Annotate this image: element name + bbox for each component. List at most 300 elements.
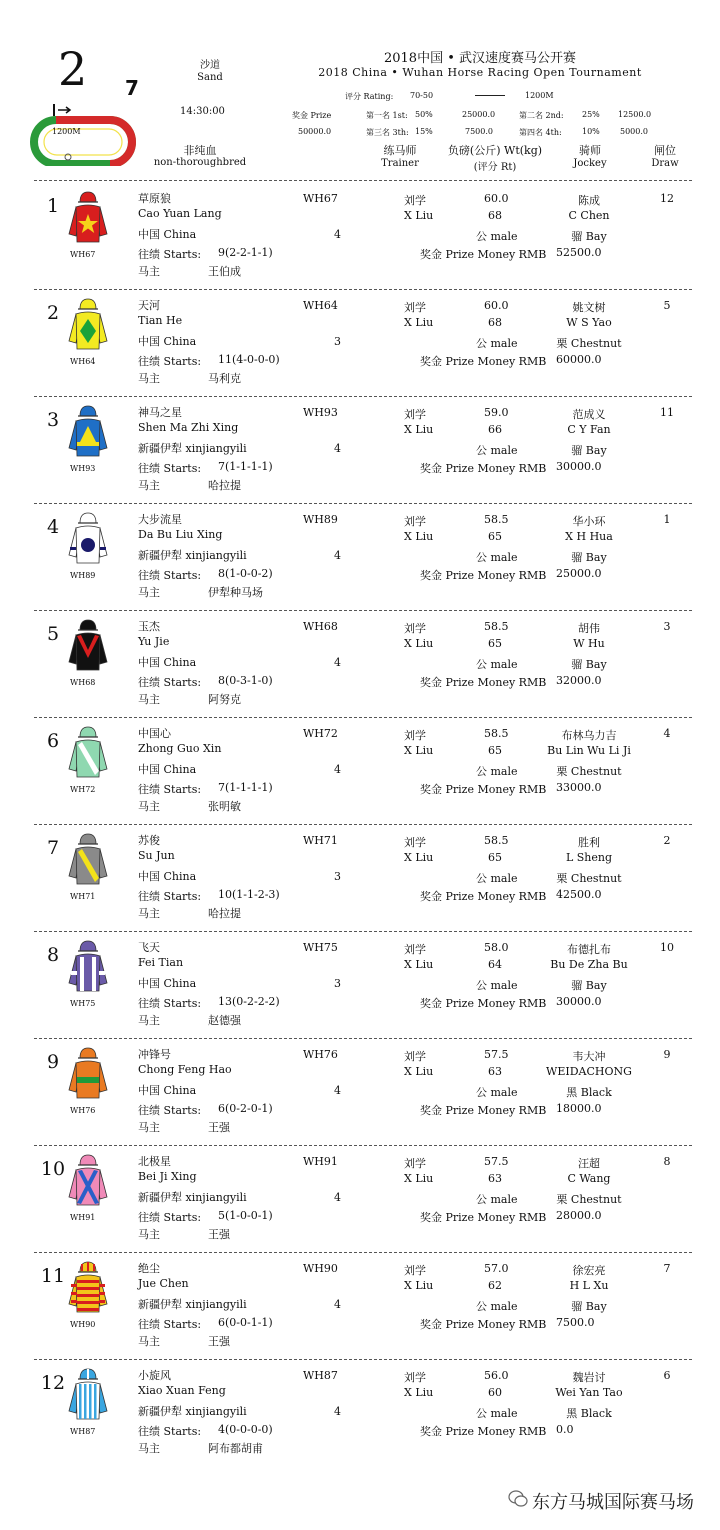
silk-sleeve-band [71,971,77,975]
surface-en: Sand [197,72,223,83]
horse-starts: 4(0-0-0-0) [218,1423,273,1436]
fourth-label: 第四名 4th: [519,128,562,137]
horse-origin: 新疆伊犁 xinjiangyili [138,1191,247,1204]
starts-label: 往绩 Starts: [138,1425,202,1438]
header-weight-cn: 负磅(公斤) Wt(kg) [447,144,543,157]
entry-row [0,1145,720,1252]
horse-owner: 王强 [208,1121,230,1134]
second-amount: 12500.0 [618,110,652,119]
starts-label: 往绩 Starts: [138,569,202,582]
horse-starts: 7(1-1-1-1) [218,460,273,473]
horse-color: 骝 Bay [571,551,607,564]
owner-label: 马主 [138,1335,160,1348]
entry-divider [34,824,692,825]
track-distance: 1200M [52,127,81,136]
jockey-en: Bu De Zha Bu [550,958,628,971]
trainer-cn: 刘学 [404,729,426,742]
entry-divider [34,1038,692,1039]
weight: 58.5 [484,620,509,633]
jockey-cn: 范成义 [572,408,606,421]
horse-color: 栗 Chestnut [556,872,622,885]
silk-hoop [77,1301,99,1304]
sex: 公 male [476,1086,518,1099]
header-draw-en: Draw [651,158,679,169]
silk-sleeve-hoop [71,1292,77,1295]
trainer-en: X Liu [404,209,434,222]
trainer-cn: 刘学 [404,1264,426,1277]
sex: 公 male [476,658,518,671]
jockey-cn: 布林乌力吉 [561,729,617,742]
entry-number: 4 [46,516,60,538]
silk-code: WH76 [70,1106,96,1115]
draw: 1 [663,513,671,526]
jockey-cn: 胡伟 [578,622,600,635]
silk-cap [80,941,96,951]
horse-starts: 8(1-0-0-2) [218,567,273,580]
prize-amount: 52500.0 [556,246,602,259]
horse-color: 黑 Black [566,1407,612,1420]
horse-age: 4 [334,763,341,776]
horse-color: 黑 Black [566,1086,612,1099]
draw: 8 [663,1155,671,1168]
horse-age: 4 [334,656,341,669]
weight: 59.0 [484,406,509,419]
horse-name-cn: 草原狼 [138,192,171,205]
entry-divider [34,1359,692,1360]
title-en: 2018 China • Wuhan Horse Racing Open Tournament [318,66,642,79]
horse-origin: 中国 China [138,656,197,669]
prize-amount: 30000.0 [556,460,602,473]
horse-owner: 阿努克 [208,693,241,706]
horse-name-cn: 天河 [138,299,160,312]
trainer-en: X Liu [404,316,434,329]
jockey-en: X H Hua [565,530,613,543]
horse-color: 骝 Bay [571,444,607,457]
prize-label: 奖金 Prize Money RMB [420,1104,547,1117]
horse-age: 4 [334,1084,341,1097]
title-cn: 2018中国 • 武汉速度赛马公开赛 [383,51,577,66]
silk-cap [80,727,96,737]
jockey-silk-icon [66,1046,110,1102]
prize-label: 奖金 Prize Money RMB [420,997,547,1010]
horse-code: WH89 [303,513,338,526]
horse-code: WH91 [303,1155,338,1168]
prize-label: 奖金 Prize Money RMB [420,248,547,261]
jockey-silk-icon [66,1153,110,1209]
starts-label: 往绩 Starts: [138,783,202,796]
jockey-cn: 布德扎布 [567,943,611,956]
jockey-silk-icon [66,832,110,888]
starts-label: 往绩 Starts: [138,462,202,475]
silk-sleeve-band [100,547,106,550]
draw: 3 [663,620,671,633]
jockey-silk-icon [66,297,110,353]
horse-age: 4 [334,1191,341,1204]
horse-starts: 8(0-3-1-0) [218,674,273,687]
owner-label: 马主 [138,907,160,920]
jockey-en: C Wang [567,1172,611,1185]
prize-label: 奖金 Prize [292,111,332,120]
horse-code: WH93 [303,406,338,419]
entry-row [0,931,720,1038]
trainer-en: X Liu [404,1386,434,1399]
rating: 65 [488,744,502,757]
entry-number: 6 [46,730,60,752]
horse-owner: 王伯成 [208,265,241,278]
silk-cap [80,513,96,523]
sex: 公 male [476,1193,518,1206]
entry-divider [34,931,692,932]
horse-name-cn: 神马之星 [138,406,182,419]
draw: 4 [663,727,671,740]
horse-starts: 9(2-2-1-1) [218,246,273,259]
sex: 公 male [476,551,518,564]
horse-name-cn: 苏俊 [138,834,160,847]
sex: 公 male [476,444,518,457]
draw: 11 [660,406,674,419]
draw: 10 [660,941,674,954]
silk-cap [80,299,96,309]
horse-age: 3 [334,977,341,990]
jockey-cn: 汪超 [578,1157,600,1170]
header-rule [34,180,692,181]
entry-number: 8 [46,944,60,966]
jockey-silk-icon [66,404,110,460]
silk-hoop [77,1308,99,1311]
starts-label: 往绩 Starts: [138,890,202,903]
horse-name-en: Da Bu Liu Xing [138,528,223,541]
silk-sleeve-hoop [99,1300,105,1303]
horse-origin: 中国 China [138,1084,197,1097]
prize-amount: 33000.0 [556,781,602,794]
rating: 62 [488,1279,502,1292]
entry-number: 7 [46,837,60,859]
entry-divider [34,1145,692,1146]
draw: 5 [663,299,671,312]
first-pct: 50% [415,110,433,119]
horse-name-en: Bei Ji Xing [138,1170,197,1183]
weight: 57.5 [484,1155,509,1168]
starts-label: 往绩 Starts: [138,1318,202,1331]
horse-color: 栗 Chestnut [556,765,622,778]
prize-amount: 7500.0 [556,1316,595,1329]
race-number: 2 [58,42,88,96]
horse-origin: 中国 China [138,763,197,776]
jockey-silk-icon [66,725,110,781]
sex: 公 male [476,765,518,778]
silk-hoop [77,1280,99,1283]
silk-hoop [77,1287,99,1290]
silk-bar [92,957,96,991]
header-trainer-cn: 练马师 [383,144,417,157]
draw: 9 [663,1048,671,1061]
entry-row [0,717,720,824]
jockey-cn: 胜利 [578,836,600,849]
starts-label: 往绩 Starts: [138,248,202,261]
horse-name-en: Yu Jie [138,635,170,648]
prize-amount: 25000.0 [556,567,602,580]
silk-sleeve-hoop [71,1300,77,1303]
horse-code: WH67 [303,192,338,205]
header-draw-cn: 闸位 [654,144,676,157]
rating: 65 [488,530,502,543]
horse-name-en: Jue Chen [138,1277,189,1290]
rating: 65 [488,851,502,864]
starts-label: 往绩 Starts: [138,1211,202,1224]
weight: 58.5 [484,513,509,526]
rating: 66 [488,423,502,436]
owner-label: 马主 [138,479,160,492]
owner-label: 马主 [138,1121,160,1134]
weight: 60.0 [484,299,509,312]
trainer-cn: 刘学 [404,408,426,421]
horse-code: WH75 [303,941,338,954]
horse-code: WH90 [303,1262,338,1275]
owner-label: 马主 [138,800,160,813]
silk-cap [80,834,96,844]
horse-starts: 7(1-1-1-1) [218,781,273,794]
trainer-cn: 刘学 [404,1371,426,1384]
horse-owner: 伊犁种马场 [208,586,263,599]
entry-divider [34,717,692,718]
header-trainer-en: Trainer [381,158,419,169]
header-jockey-en: Jockey [573,158,607,169]
track-outline [34,120,132,164]
rating: 60 [488,1386,502,1399]
wechat-icon [508,1490,528,1508]
horse-name-cn: 飞天 [138,941,160,954]
jockey-en: Bu Lin Wu Li Ji [547,744,631,757]
starts-label: 往绩 Starts: [138,997,202,1010]
horse-owner: 王强 [208,1228,230,1241]
sex: 公 male [476,337,518,350]
rating-label: 评分 Rating: [345,92,394,101]
prize-label: 奖金 Prize Money RMB [420,890,547,903]
horse-age: 3 [334,335,341,348]
entry-row [0,289,720,396]
starts-label: 往绩 Starts: [138,1104,202,1117]
silk-code: WH91 [70,1213,96,1222]
silk-cap [80,1155,96,1165]
entry-number: 9 [46,1051,60,1073]
silk-code: WH68 [70,678,96,687]
sex: 公 male [476,1407,518,1420]
entry-row [0,503,720,610]
jockey-cn: 韦大冲 [572,1050,606,1063]
silk-code: WH90 [70,1320,96,1329]
silk-cap [80,1048,96,1058]
horse-name-en: Zhong Guo Xin [138,742,222,755]
horse-origin: 新疆伊犁 xinjiangyili [138,1298,247,1311]
jockey-silk-icon [66,511,110,567]
jockey-cn: 陈成 [578,194,600,207]
third-amount: 7500.0 [465,127,493,136]
second-pct: 25% [582,110,600,119]
entry-number: 11 [40,1265,66,1287]
horse-name-cn: 绝尘 [138,1262,160,1275]
prize-total: 50000.0 [298,127,332,136]
horse-name-cn: 大步流星 [138,513,182,526]
trainer-cn: 刘学 [404,943,426,956]
prize-label: 奖金 Prize Money RMB [420,355,547,368]
second-label: 第二名 2nd: [519,111,564,120]
horse-starts: 13(0-2-2-2) [218,995,280,1008]
weight: 56.0 [484,1369,509,1382]
horse-name-en: Chong Feng Hao [138,1063,232,1076]
horse-origin: 中国 China [138,335,197,348]
silk-bar [80,957,84,991]
horse-color: 骝 Bay [571,979,607,992]
horse-name-en: Cao Yuan Lang [138,207,222,220]
horse-name-en: Shen Ma Zhi Xing [138,421,239,434]
rating: 63 [488,1172,502,1185]
silk-code: WH75 [70,999,96,1008]
owner-label: 马主 [138,693,160,706]
silk-code: WH71 [70,892,96,901]
trainer-cn: 刘学 [404,515,426,528]
silk-code: WH89 [70,571,96,580]
horse-color: 骝 Bay [571,658,607,671]
draw: 12 [660,192,674,205]
horse-age: 4 [334,442,341,455]
prize-label: 奖金 Prize Money RMB [420,676,547,689]
jockey-silk-icon [66,1367,110,1423]
horse-origin: 新疆伊犁 xinjiangyili [138,1405,247,1418]
entry-divider [34,503,692,504]
prize-amount: 18000.0 [556,1102,602,1115]
horse-name-en: Xiao Xuan Feng [138,1384,226,1397]
entry-row [0,1038,720,1145]
trainer-en: X Liu [404,1172,434,1185]
jockey-en: C Y Fan [567,423,611,436]
draw: 7 [663,1262,671,1275]
entry-divider [34,289,692,290]
prize-label: 奖金 Prize Money RMB [420,462,547,475]
rating: 63 [488,1065,502,1078]
horse-starts: 5(1-0-0-1) [218,1209,273,1222]
trainer-en: X Liu [404,637,434,650]
draw: 2 [663,834,671,847]
sex: 公 male [476,979,518,992]
silk-cap [80,406,96,416]
entry-row [0,824,720,931]
silk-cap [80,192,96,202]
entry-number: 10 [40,1158,66,1180]
silk-hoop [77,1294,99,1297]
prize-amount: 60000.0 [556,353,602,366]
entry-row [0,396,720,503]
horse-age: 4 [334,1405,341,1418]
silk-code: WH72 [70,785,96,794]
weight: 60.0 [484,192,509,205]
jockey-en: Wei Yan Tao [555,1386,623,1399]
prize-amount: 30000.0 [556,995,602,1008]
jockey-cn: 姚文树 [572,301,606,314]
horse-color: 栗 Chestnut [556,1193,622,1206]
horse-starts: 6(0-2-0-1) [218,1102,273,1115]
jockey-en: L Sheng [565,851,613,864]
entry-number: 5 [46,623,60,645]
horse-code: WH71 [303,834,338,847]
silk-band [77,1077,99,1083]
entry-row [0,1359,720,1466]
horse-owner: 王强 [208,1335,230,1348]
horse-name-en: Su Jun [138,849,175,862]
horse-name-en: Tian He [138,314,183,327]
horse-starts: 6(0-0-1-1) [218,1316,273,1329]
trainer-cn: 刘学 [404,1157,426,1170]
silk-stripe [84,1384,87,1419]
horse-code: WH87 [303,1369,338,1382]
entry-divider [34,610,692,611]
rating: 65 [488,637,502,650]
sex: 公 male [476,872,518,885]
horse-name-cn: 北极星 [138,1155,171,1168]
weight: 58.0 [484,941,509,954]
prize-label: 奖金 Prize Money RMB [420,783,547,796]
entry-number: 2 [46,302,60,324]
entry-number: 3 [46,409,60,431]
silk-band [77,442,99,446]
entry-divider [34,1252,692,1253]
horse-origin: 新疆伊犁 xinjiangyili [138,549,247,562]
horse-color: 骝 Bay [571,230,607,243]
horse-owner: 哈拉提 [208,479,241,492]
owner-label: 马主 [138,265,160,278]
jockey-cn: 华小环 [572,515,606,528]
trainer-en: X Liu [404,1065,434,1078]
jockey-en: WEIDACHONG [546,1065,632,1078]
race-distance: 1200M [525,91,554,100]
silk-stripe [79,1384,82,1419]
race-time: 14:30:00 [180,106,225,117]
prize-label: 奖金 Prize Money RMB [420,1318,547,1331]
weight: 57.0 [484,1262,509,1275]
horse-name-cn: 小旋风 [138,1369,171,1382]
silk-sleeve-band [99,971,105,975]
first-amount: 25000.0 [462,110,496,119]
jockey-silk-icon [66,190,110,246]
owner-label: 马主 [138,372,160,385]
trainer-en: X Liu [404,851,434,864]
third-pct: 15% [415,127,433,136]
horse-code: WH76 [303,1048,338,1061]
entry-row [0,1252,720,1359]
first-label: 第一名 1st: [366,111,408,120]
breed-en: non-thoroughbred [153,157,247,168]
horse-age: 3 [334,870,341,883]
jockey-cn: 徐宏亮 [572,1264,606,1277]
entry-number: 12 [40,1372,66,1394]
race-sub-number: 7 [125,76,139,100]
trainer-en: X Liu [404,744,434,757]
trainer-en: X Liu [404,958,434,971]
header-weight-en: (评分 Rt) [473,162,517,173]
draw: 6 [663,1369,671,1382]
horse-owner: 张明敏 [208,800,241,813]
horse-origin: 新疆伊犁 xinjiangyili [138,442,247,455]
trainer-en: X Liu [404,1279,434,1292]
trainer-cn: 刘学 [404,301,426,314]
entry-number: 1 [46,195,60,217]
jockey-silk-icon [66,939,110,995]
horse-code: WH68 [303,620,338,633]
silk-sleeve-hoop [99,1292,105,1295]
rating-distance-dash [475,95,505,96]
weight: 58.5 [484,727,509,740]
fourth-amount: 5000.0 [620,127,648,136]
silk-code: WH67 [70,250,96,259]
